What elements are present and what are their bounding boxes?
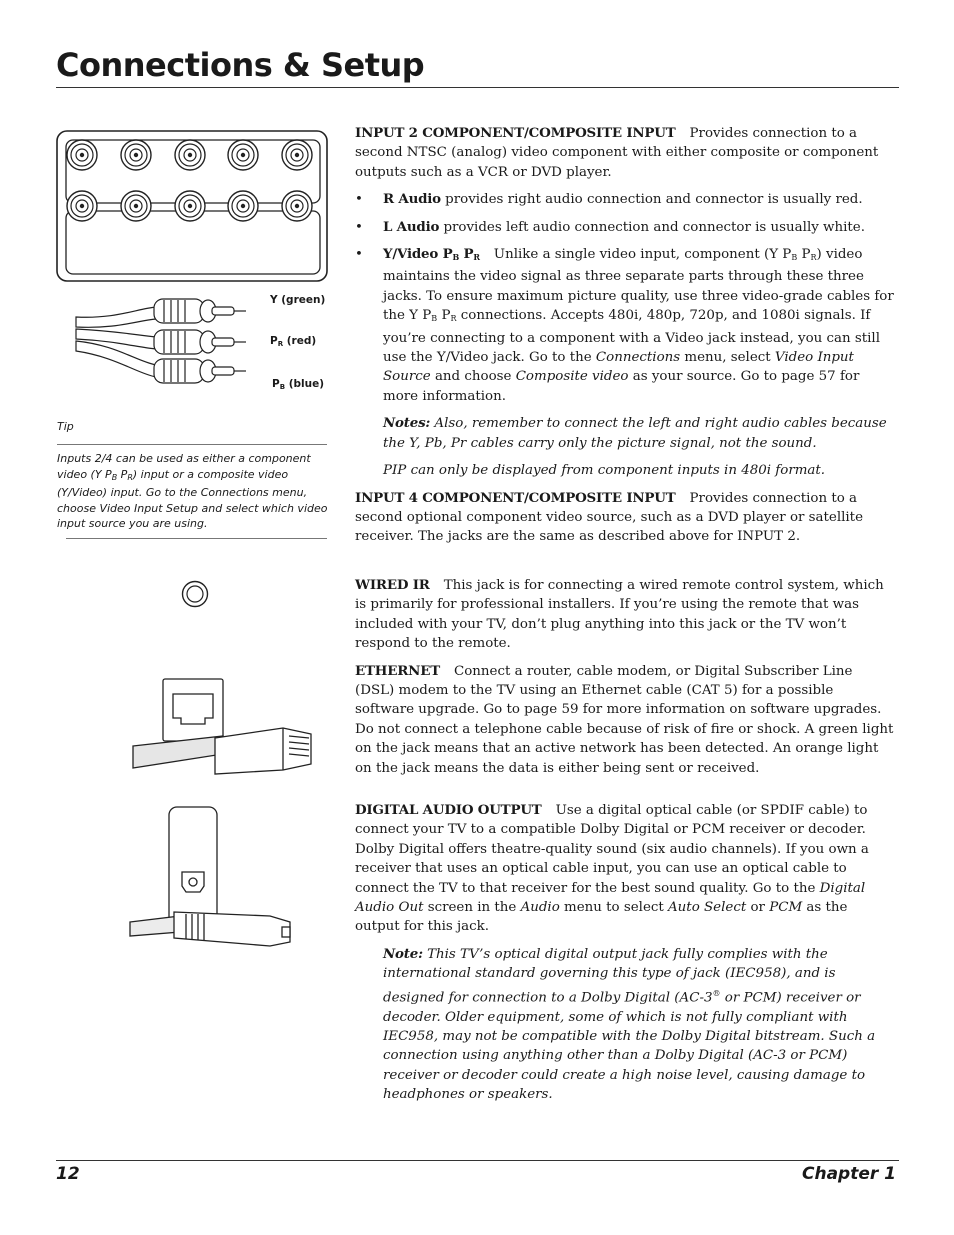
pr-red-plug-icon [154, 330, 246, 354]
component-jack-panel-illustration [56, 130, 328, 282]
y-green-label: Y (green) [270, 294, 326, 306]
list-item: • R Audio provides right audio connection and connector is usually red. [355, 190, 895, 209]
rca-jack-icon [282, 140, 312, 170]
digital-audio-paragraph: DIGITAL AUDIO OUTPUT Use a digital optical cable (or SPDIF cable) to connect your TV to a compatible Dolby Digital or PCM receiver or decoder. Dolby Digital offers theatre-quality sound (six audio channels). If you own a receiver that uses an optical cable input, you can use an optical cable to connect the TV to that receiver for the best sound quality. Go to the Digital Audio Out screen in the Audio menu to select Auto Select or PCM as the output for this jack. [355, 802, 869, 935]
rca-jack-icon [228, 140, 258, 170]
input2-jack-list [355, 190, 895, 406]
wired-ir-paragraph: WIRED IR This jack is for connecting a wired remote control system, which is primarily for professional installers. If you’re using the remote that was included with your TV, don’t plug anything into this jack or the TV won’t respond to the remote. [355, 577, 884, 652]
input-section [355, 124, 895, 555]
chapter-label: Chapter 1 [801, 1164, 896, 1184]
input2-notes: Notes: Also, remember to connect the left and right audio cables because the Y, Pb, Pr cables carry only the picture signal, not the sound. [383, 415, 887, 451]
title-divider [56, 87, 899, 88]
list-item: • L Audio provides left audio connection and connector is usually white. [355, 218, 895, 237]
tip-label: Tip [57, 420, 74, 433]
wired-ir-heading: WIRED IR [355, 577, 430, 593]
digital-audio-heading: DIGITAL AUDIO OUTPUT [355, 802, 542, 818]
rca-jack-icon [282, 191, 312, 221]
pb-blue-plug-icon [154, 359, 246, 383]
page-number: 12 [56, 1164, 80, 1184]
ethernet-heading: ETHERNET [355, 662, 440, 679]
pip-note: PIP can only be displayed from component inputs in 480i format. [383, 463, 826, 479]
digital-optical-jack-illustration [130, 806, 300, 946]
list-item: • Y/Video $P_B$ $P_R$ Unlike a single video input, component (Y $P_B$ $P_R$) video maintains the video signal as three separate parts through these three jacks. To ensure maximum picture quality, use three video-grade cables for the Y $P_B$ $P_R$ connections. Accepts 480i, 480p, 720p, and 1080i signals. If you’re connecting to a component with a Video jack instead, you can still use the Y/Video jack. Go to the Connections menu, select Video Input Source and choose Composite video as your source. Go to page 57 for more information. [355, 245, 895, 406]
footer-divider [56, 1160, 899, 1161]
ethernet-plug-icon [215, 728, 311, 774]
rca-jack-icon [228, 191, 258, 221]
digital-audio-section [355, 801, 895, 1113]
page-title: Connections & Setup [56, 46, 425, 84]
digital-audio-note: Note: This TV’s optical digital output jack fully complies with the international standard governing this type of jack (IEC958), and is designed for connection to a Dolby Digital (AC-3® or PCM) receiver or decoder. Older equipment, some of which is not fully compliant with IEC958, may not be compatible with the Dolby Digital bitstream. Such a connection using anything other than a Dolby Digital (AC-3 or PCM) receiver or decoder could create a high noise level, causing damage to headphones or speakers. [383, 945, 876, 1103]
input2-heading: INPUT 2 COMPONENT/COMPOSITE INPUT [355, 125, 676, 141]
rca-jack-icon [121, 191, 151, 221]
pr-red-label: $P_R$ (red) [270, 335, 317, 348]
ethernet-jack-illustration [133, 678, 323, 778]
ethernet-paragraph: ETHERNET Connect a router, cable modem, or Digital Subscriber Line (DSL) modem to the TV using an Ethernet cable (CAT 5) for a possible software upgrade. Go to page 59 for more information on software upgrades. Do not connect a telephone cable because of risk of fire or shock. A green light on the jack means that an active network has been detected. An orange light on the jack means the data is either being sent or received. [355, 662, 894, 776]
rca-cables-illustration [76, 285, 266, 400]
input2-intro: INPUT 2 COMPONENT/COMPOSITE INPUT Provides connection to a second NTSC (analog) video component with either composite or component outputs such as a VCR or DVD player. [355, 125, 879, 180]
wired-ir-jack-icon [181, 580, 209, 608]
tip-top-divider [57, 444, 327, 445]
rca-jack-icon [67, 191, 97, 221]
rca-jack-icon [175, 191, 205, 221]
rca-jack-icon [175, 140, 205, 170]
rca-jack-icon [67, 140, 97, 170]
rca-jack-icon [121, 140, 151, 170]
tip-bottom-divider [66, 538, 327, 539]
input4-heading: INPUT 4 COMPONENT/COMPOSITE INPUT [355, 489, 676, 506]
tip-text: Inputs 2/4 can be used as either a component video (Y $P_B$ $P_R$) input or a composite video (Y/Video) input. Go to the Connections menu, choose Video Input Setup and select which video input source you are using. [57, 452, 328, 531]
wired-ir-section [355, 576, 895, 786]
pb-blue-label: $P_B$ (blue) [272, 378, 325, 391]
input4-paragraph: INPUT 4 COMPONENT/COMPOSITE INPUT Provides connection to a second optional component video source, such as a DVD player or satellite receiver. The jacks are the same as described above for INPUT 2. [355, 489, 863, 545]
y-green-plug-icon [154, 299, 246, 323]
